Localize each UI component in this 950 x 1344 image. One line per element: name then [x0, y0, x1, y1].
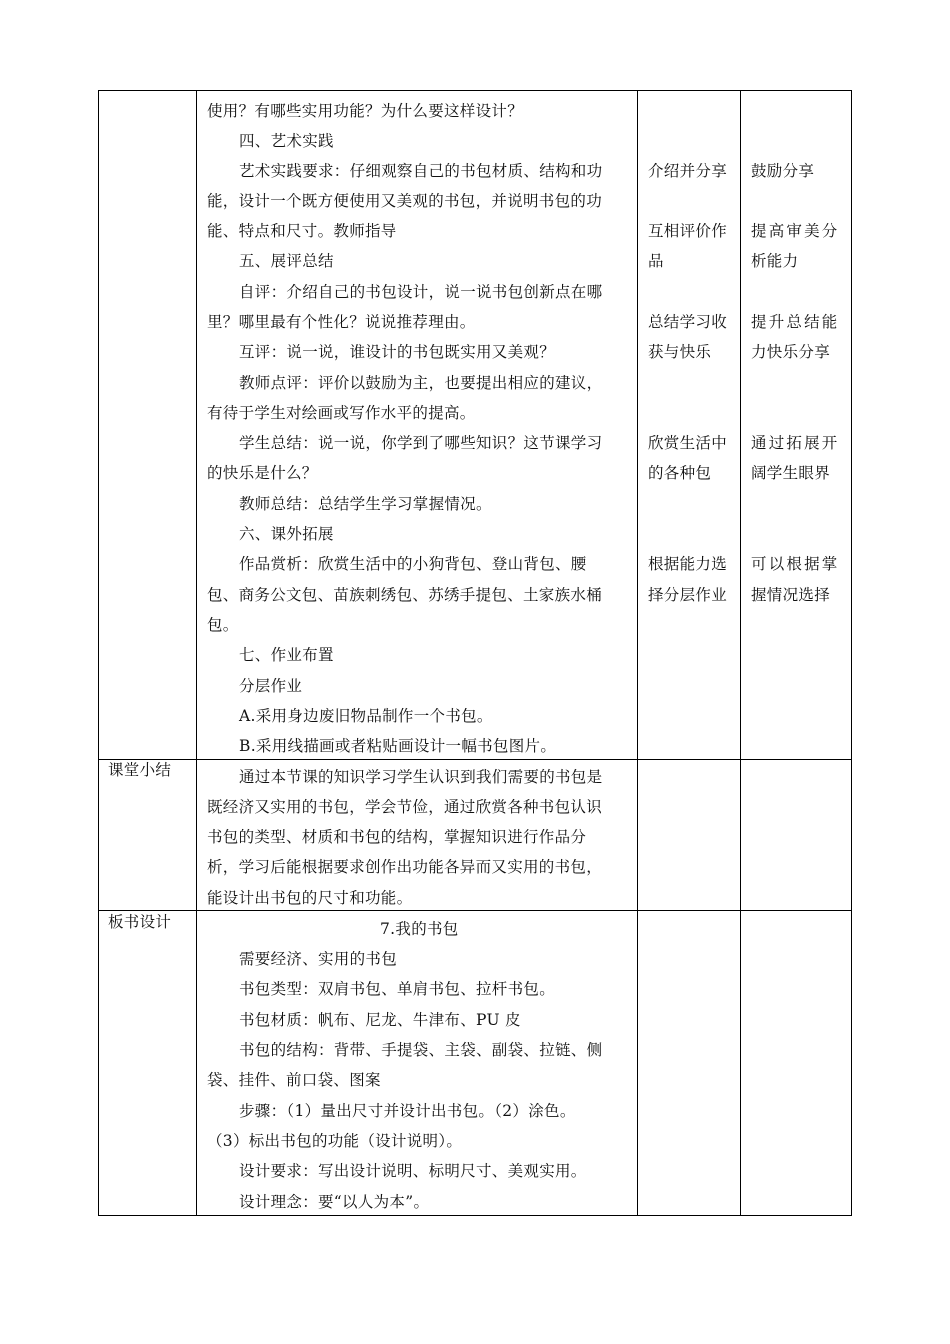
content-line: A.采用身边废旧物品制作一个书包。 — [239, 707, 493, 725]
table-border-top — [98, 90, 852, 91]
intent-line: 阔学生眼界 — [751, 464, 831, 482]
content-line: 使用？有哪些实用功能？为什么要这样设计？ — [207, 102, 524, 120]
intent-line: 鼓励分享 — [751, 162, 815, 180]
content-line: B.采用线描画或者粘贴画设计一幅书包图片。 — [239, 737, 557, 755]
table-border-bottom — [98, 1215, 852, 1216]
summary-line: 析，学习后能根据要求创作出功能各异而又实用的书包， — [207, 858, 603, 876]
content-line: 能，设计一个既方便使用又美观的书包，并说明书包的功 — [207, 192, 603, 210]
board-line: 设计要求：写出设计说明、标明尺寸、美观实用。 — [239, 1162, 587, 1180]
content-line: 包、商务公文包、苗族刺绣包、苏绣手提包、土家族水桶 — [207, 586, 603, 604]
intent-line: 通过拓展开 — [751, 434, 840, 452]
board-line: （3）标出书包的功能（设计说明）。 — [207, 1132, 463, 1150]
content-line: 分层作业 — [239, 677, 303, 695]
content-line: 包。 — [207, 616, 239, 634]
content-line: 教师点评：评价以鼓励为主，也要提出相应的建议， — [239, 374, 603, 392]
table-border-left — [98, 90, 99, 1216]
intent-line: 析能力 — [751, 252, 799, 270]
intent-line: 提升总结能 — [751, 313, 840, 331]
board-line: 设计理念：要“以人为本”。 — [239, 1193, 430, 1211]
board-line: 步骤：（1）量出尺寸并设计出书包。（2）涂色。 — [239, 1102, 576, 1120]
summary-line: 能设计出书包的尺寸和功能。 — [207, 889, 413, 907]
intent-line: 提高审美分 — [751, 222, 840, 240]
board-title: 7.我的书包 — [380, 920, 459, 938]
content-line: 艺术实践要求：仔细观察自己的书包材质、结构和功 — [239, 162, 603, 180]
table-border-right — [851, 90, 852, 1216]
board-line: 袋、挂件、前口袋、图案 — [207, 1071, 381, 1089]
summary-line: 书包的类型、材质和书包的结构，掌握知识进行作品分 — [207, 828, 587, 846]
board-label: 板书设计 — [108, 913, 172, 931]
content-line: 互评：说一说，谁设计的书包既实用又美观？ — [239, 343, 556, 361]
column-divider-2 — [637, 90, 638, 1216]
content-line: 四、艺术实践 — [239, 132, 334, 150]
intent-line: 握情况选择 — [751, 586, 831, 604]
content-line: 里？哪里最有个性化？说说推荐理由。 — [207, 313, 476, 331]
board-line: 书包的结构：背带、手提袋、主袋、副袋、拉链、侧 — [239, 1041, 603, 1059]
content-line: 教师总结：总结学生学习掌握情况。 — [239, 495, 492, 513]
activity-line: 获与快乐 — [648, 343, 712, 361]
summary-line: 既经济又实用的书包，学会节俭，通过欣赏各种书包认识 — [207, 798, 603, 816]
content-line: 作品赏析：欣赏生活中的小狗背包、登山背包、腰 — [239, 555, 587, 573]
summary-line: 通过本节课的知识学习学生认识到我们需要的书包是 — [239, 768, 603, 786]
content-line: 自评：介绍自己的书包设计，说一说书包创新点在哪 — [239, 283, 603, 301]
intent-line: 力快乐分享 — [751, 343, 831, 361]
board-line: 书包类型：双肩书包、单肩书包、拉杆书包。 — [239, 980, 556, 998]
summary-label: 课堂小结 — [108, 761, 172, 779]
content-line: 学生总结：说一说，你学到了哪些知识？这节课学习 — [239, 434, 603, 452]
content-line: 能、特点和尺寸。教师指导 — [207, 222, 397, 240]
column-divider-3 — [740, 90, 741, 1216]
column-divider-1 — [196, 90, 197, 1216]
content-line: 七、作业布置 — [239, 646, 334, 664]
content-line: 六、课外拓展 — [239, 525, 334, 543]
board-line: 需要经济、实用的书包 — [239, 950, 398, 968]
activity-line: 介绍并分享 — [648, 162, 728, 180]
activity-line: 的各种包 — [648, 464, 712, 482]
activity-line: 择分层作业 — [648, 586, 728, 604]
activity-line: 欣赏生活中 — [648, 434, 728, 452]
intent-line: 可以根据掌 — [751, 555, 840, 573]
board-line: 书包材质：帆布、尼龙、牛津布、PU 皮 — [239, 1011, 521, 1029]
activity-line: 互相评价作 — [648, 222, 728, 240]
content-line: 五、展评总结 — [239, 252, 334, 270]
activity-line: 品 — [648, 252, 664, 270]
content-line: 的快乐是什么？ — [207, 464, 318, 482]
activity-line: 总结学习收 — [648, 313, 728, 331]
content-line: 有待于学生对绘画或写作水平的提高。 — [207, 404, 476, 422]
activity-line: 根据能力选 — [648, 555, 728, 573]
